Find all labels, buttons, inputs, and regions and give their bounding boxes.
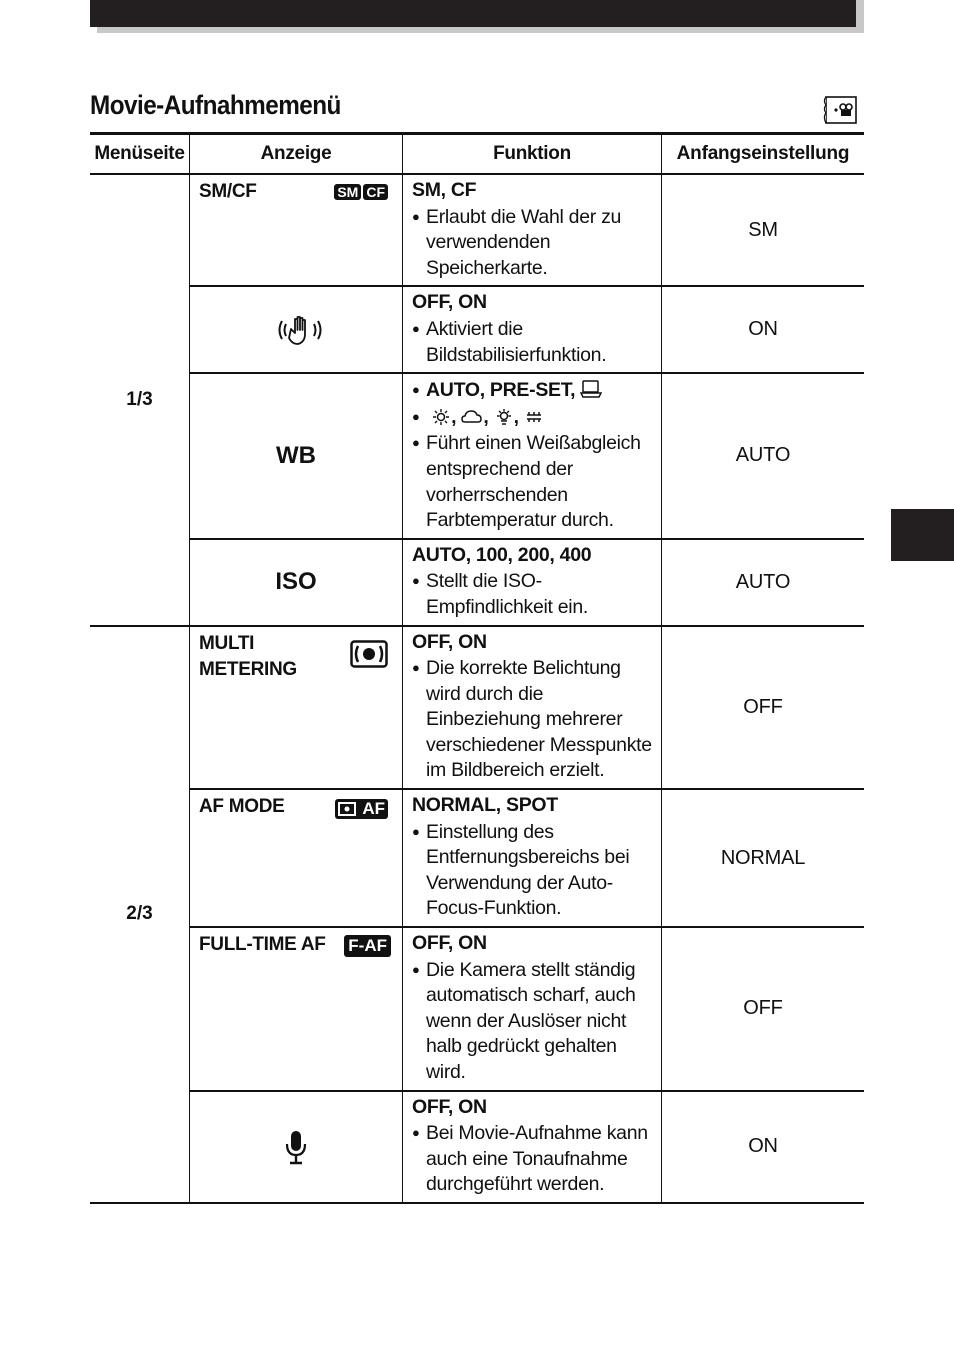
table-row: [90, 927, 864, 1091]
iso-label: ISO: [275, 568, 317, 596]
initial-setting-cell: ON: [662, 1091, 865, 1203]
options-text: OFF, ON: [412, 1095, 487, 1118]
options-text: AUTO, 100, 200, 400: [412, 543, 592, 566]
display-label: SM/CF: [199, 181, 257, 202]
description-text: ● Führt einen Weißabgleich entsprechend der vorherrschenden Farbtemperatur durch.: [412, 430, 653, 533]
function-cell: [403, 626, 662, 790]
display-cell: [190, 539, 403, 626]
initial-setting-cell: AUTO: [662, 539, 865, 626]
full-time-af-icon: F-AF: [342, 935, 391, 957]
menu-page-label: 1/3: [90, 174, 190, 626]
function-cell: [403, 789, 662, 927]
initial-setting-cell: OFF: [662, 927, 865, 1091]
fluorescent-icon: [524, 408, 544, 426]
display-label: FULL-TIME AF: [199, 934, 326, 956]
options-text: AUTO, PRE-SET,: [426, 379, 576, 402]
function-cell: [403, 539, 662, 626]
cloudy-icon: [461, 408, 483, 426]
chapter-tab: [891, 509, 954, 561]
display-cell: [190, 1091, 403, 1203]
options-text: OFF, ON: [412, 630, 487, 653]
display-cell: [190, 174, 403, 286]
table-row: [90, 373, 864, 539]
table-row: [90, 539, 864, 626]
movie-menu-icon: [823, 95, 858, 125]
initial-setting-cell: ON: [662, 286, 865, 373]
tungsten-icon: [494, 408, 514, 426]
header-bar: [90, 0, 856, 27]
af-mode-icon: AF: [335, 799, 388, 819]
function-cell: [403, 927, 662, 1091]
initial-setting-cell: AUTO: [662, 373, 865, 539]
display-label: MULTI METERING: [199, 632, 297, 680]
table-row: [90, 174, 864, 286]
header-initial-setting: Anfangseinstellung: [662, 134, 865, 175]
initial-setting-cell: OFF: [662, 626, 865, 790]
table-row: [90, 626, 864, 790]
display-cell: [190, 789, 403, 927]
microphone-icon: [284, 1129, 308, 1167]
table-row: [90, 789, 864, 927]
table-header-row: [90, 134, 864, 175]
description-text: ● Einstellung des Entfernungsbereichs bei Verwendung der Auto-Focus-Funktion.: [412, 819, 653, 922]
sm-cf-icon: SM CF: [332, 184, 388, 202]
menu-page-label: 2/3: [90, 626, 190, 1203]
table-row: [90, 286, 864, 373]
options-text: NORMAL, SPOT: [412, 794, 558, 817]
description-text: ● Aktiviert die Bildstabilisierfunktion.: [412, 316, 653, 368]
multi-metering-icon: [350, 640, 388, 668]
function-cell: [403, 373, 662, 539]
wb-presets-line: ● , , ,: [412, 404, 653, 431]
description-text: ● Die korrekte Belichtung wird durch die Einbeziehung mehrerer verschiedener Messpunkte im Bildbereich erzielt.: [412, 655, 653, 784]
display-cell: [190, 626, 403, 790]
display-cell: [190, 286, 403, 373]
header-menu-page: Menüseite: [90, 134, 190, 175]
display-cell: [190, 373, 403, 539]
description-text: ● Die Kamera stellt ständig automatisch scharf, auch wenn der Auslöser nicht halb gedrückt gehalten wird.: [412, 957, 653, 1086]
description-text: ● Erlaubt die Wahl der zu verwendenden Speicherkarte.: [412, 204, 653, 282]
image-stabilizer-icon: [276, 315, 324, 349]
one-touch-wb-icon: [580, 379, 602, 399]
display-cell: [190, 927, 403, 1091]
initial-setting-cell: SM: [662, 174, 865, 286]
initial-setting-cell: NORMAL: [662, 789, 865, 927]
description-text: ● Stellt die ISO-Empfindlichkeit ein.: [412, 568, 653, 620]
movie-menu-table: [90, 132, 864, 1204]
options-text: OFF, ON: [412, 291, 487, 314]
page-title: Movie-Aufnahmemenü: [90, 90, 341, 120]
function-cell: [403, 174, 662, 286]
header-display: Anzeige: [190, 134, 403, 175]
options-text: SM, CF: [412, 179, 477, 201]
display-label: AF MODE: [199, 796, 285, 818]
function-cell: [403, 286, 662, 373]
table-row: [90, 1091, 864, 1203]
options-text: OFF, ON: [412, 932, 487, 955]
description-text: ● Bei Movie-Aufnahme kann auch eine Tonaufnahme durchgeführt werden.: [412, 1120, 653, 1198]
options-line: [412, 377, 653, 404]
sunny-icon: [431, 408, 451, 426]
function-cell: [403, 1091, 662, 1203]
wb-label: WB: [276, 441, 316, 469]
header-function: Funktion: [403, 134, 662, 175]
